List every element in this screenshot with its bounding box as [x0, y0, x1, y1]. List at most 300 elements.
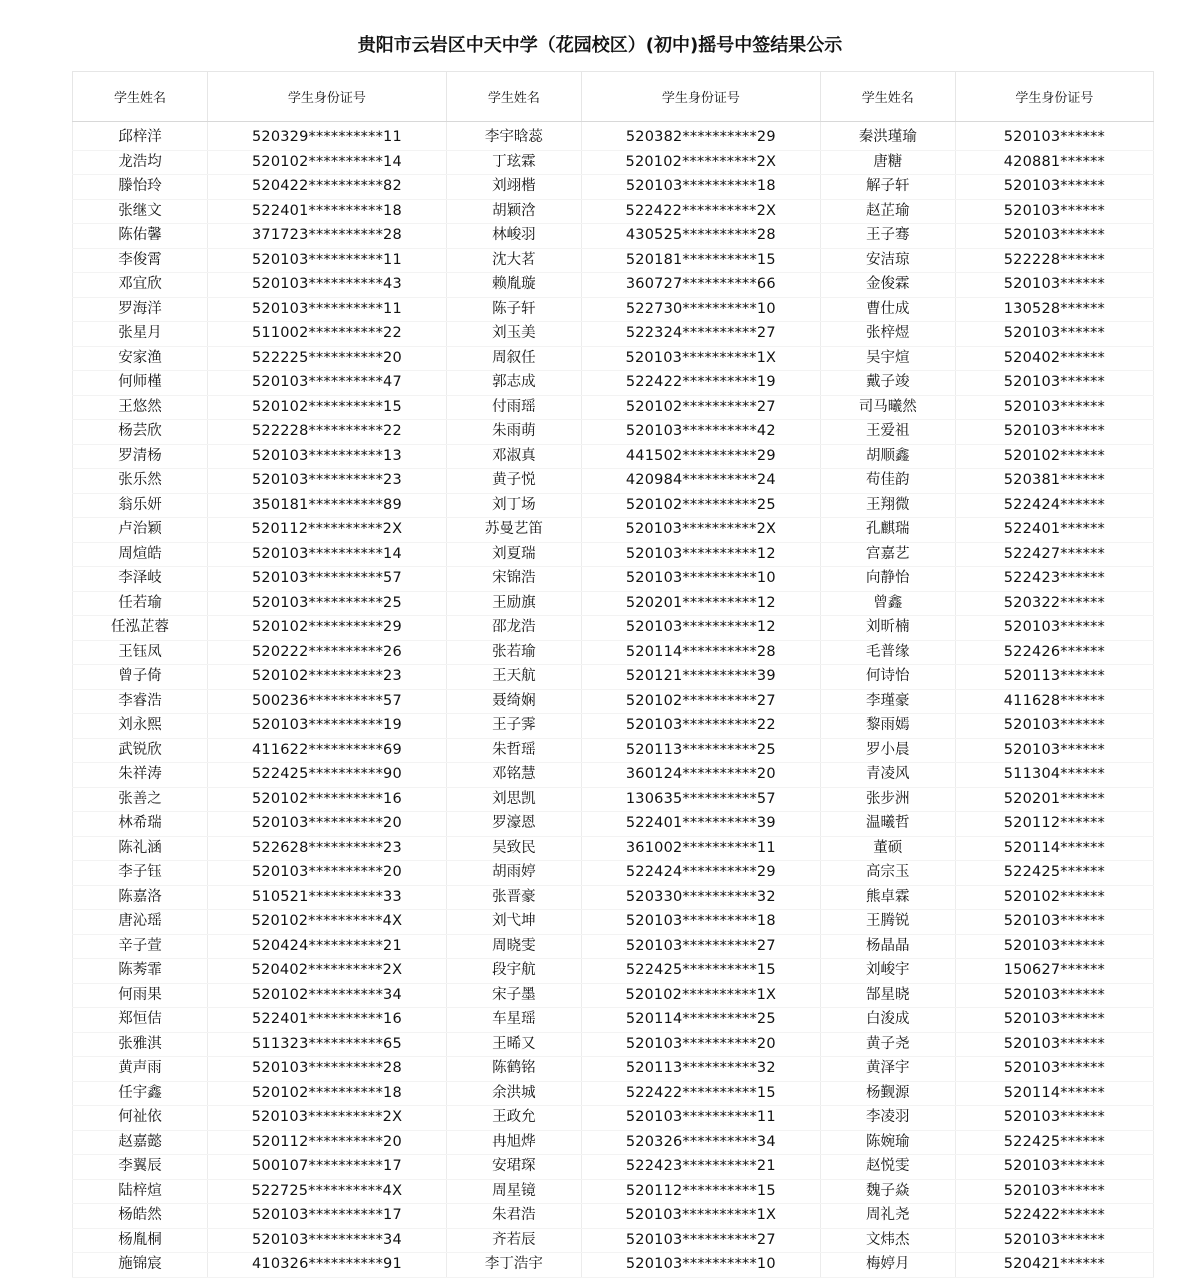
student-id-cell: 130528****** [955, 297, 1153, 322]
student-name-cell: 梅婷月 [820, 1253, 955, 1278]
student-id-cell: 520103**********27 [581, 934, 820, 959]
student-id-cell: 520424**********21 [207, 934, 446, 959]
student-id-cell: 520102**********4X [207, 910, 446, 935]
table-row [73, 836, 1154, 861]
table-row [73, 591, 1154, 616]
student-id-cell: 520103**********1X [581, 1204, 820, 1229]
table-row [73, 861, 1154, 886]
student-id-cell: 520113**********32 [581, 1057, 820, 1082]
student-name-cell: 郜星晓 [820, 983, 955, 1008]
student-id-cell: 520102**********25 [581, 493, 820, 518]
table-row [73, 640, 1154, 665]
student-name-cell: 张雅淇 [73, 1032, 208, 1057]
student-name-cell: 白浚成 [820, 1008, 955, 1033]
student-name-cell: 刘玉美 [446, 322, 581, 347]
student-id-cell: 130635**********57 [581, 787, 820, 812]
student-id-cell: 510521**********33 [207, 885, 446, 910]
student-name-cell: 王晞又 [446, 1032, 581, 1057]
student-id-cell: 520222**********26 [207, 640, 446, 665]
student-id-cell: 520112**********20 [207, 1130, 446, 1155]
student-id-cell: 520103**********22 [581, 714, 820, 739]
student-name-cell: 卢治颖 [73, 518, 208, 543]
student-id-cell: 520103**********12 [581, 542, 820, 567]
student-name-cell: 王腾锐 [820, 910, 955, 935]
table-row [73, 787, 1154, 812]
table-row [73, 763, 1154, 788]
student-name-cell: 张乐然 [73, 469, 208, 494]
student-id-cell: 520329**********11 [207, 126, 446, 150]
student-name-cell: 李宇晗蕊 [446, 126, 581, 150]
student-name-cell: 任泓芷蓉 [73, 616, 208, 641]
student-name-cell: 熊卓霖 [820, 885, 955, 910]
student-name-cell: 陈子轩 [446, 297, 581, 322]
student-id-cell: 522425**********90 [207, 763, 446, 788]
student-name-cell: 青凌风 [820, 763, 955, 788]
student-id-cell: 520103**********2X [207, 1106, 446, 1131]
student-name-cell: 司马曦然 [820, 395, 955, 420]
table-row [73, 1155, 1154, 1180]
student-name-cell: 秦洪瑾瑜 [820, 126, 955, 150]
student-name-cell: 刘峻宇 [820, 959, 955, 984]
student-name-cell: 黄泽宇 [820, 1057, 955, 1082]
student-name-cell: 杨晶晶 [820, 934, 955, 959]
student-name-cell: 周礼尧 [820, 1204, 955, 1229]
student-id-cell: 520201****** [955, 787, 1153, 812]
student-name-cell: 王天航 [446, 665, 581, 690]
table-row [73, 444, 1154, 469]
table-row [73, 567, 1154, 592]
student-name-cell: 唐糖 [820, 150, 955, 175]
student-name-cell: 李俊霄 [73, 248, 208, 273]
student-id-cell: 520103**********11 [207, 248, 446, 273]
table-row [73, 224, 1154, 249]
student-id-cell: 520382**********29 [581, 126, 820, 150]
student-id-cell: 520402**********2X [207, 959, 446, 984]
table-row [73, 1179, 1154, 1204]
student-id-cell: 520103****** [955, 934, 1153, 959]
table-row [73, 542, 1154, 567]
student-name-cell: 陈嘉洛 [73, 885, 208, 910]
student-name-cell: 何师槿 [73, 371, 208, 396]
student-id-cell: 520103**********1X [581, 346, 820, 371]
student-id-cell: 361002**********11 [581, 836, 820, 861]
table-row [73, 199, 1154, 224]
student-id-cell: 522424****** [955, 493, 1153, 518]
student-id-cell: 520322****** [955, 591, 1153, 616]
student-name-cell: 王励旗 [446, 591, 581, 616]
student-id-cell: 520102**********14 [207, 150, 446, 175]
student-id-cell: 520114****** [955, 836, 1153, 861]
student-name-cell: 何祉依 [73, 1106, 208, 1131]
student-id-cell: 520103****** [955, 273, 1153, 298]
student-name-cell: 朱哲瑶 [446, 738, 581, 763]
student-id-cell: 511002**********22 [207, 322, 446, 347]
student-name-cell: 曹仕成 [820, 297, 955, 322]
table-row [73, 812, 1154, 837]
student-name-cell: 安珺琛 [446, 1155, 581, 1180]
student-name-cell: 武锐欣 [73, 738, 208, 763]
student-id-cell: 520121**********39 [581, 665, 820, 690]
student-id-cell: 520103**********27 [581, 1228, 820, 1253]
student-id-cell: 520402****** [955, 346, 1153, 371]
student-name-cell: 齐若辰 [446, 1228, 581, 1253]
student-id-cell: 520201**********12 [581, 591, 820, 616]
student-id-cell: 420881****** [955, 150, 1153, 175]
student-id-cell: 500107**********17 [207, 1155, 446, 1180]
page-title: 贵阳市云岩区中天中学（花园校区）(初中)摇号中签结果公示 [357, 35, 843, 56]
student-id-cell: 520103**********12 [581, 616, 820, 641]
student-id-cell: 522422****** [955, 1204, 1153, 1229]
student-id-cell: 411622**********69 [207, 738, 446, 763]
student-id-cell: 520102**********29 [207, 616, 446, 641]
student-id-cell: 520103****** [955, 983, 1153, 1008]
student-id-cell: 520103**********20 [581, 1032, 820, 1057]
student-name-cell: 赵芷瑜 [820, 199, 955, 224]
student-id-cell: 520381****** [955, 469, 1153, 494]
student-name-cell: 孔麒瑞 [820, 518, 955, 543]
student-name-cell: 王钰凤 [73, 640, 208, 665]
student-id-cell: 520114****** [955, 1081, 1153, 1106]
student-name-cell: 邓铭慧 [446, 763, 581, 788]
student-name-cell: 邓淑真 [446, 444, 581, 469]
table-row [73, 346, 1154, 371]
table-row [73, 885, 1154, 910]
student-name-cell: 刘思凯 [446, 787, 581, 812]
student-name-cell: 罗清杨 [73, 444, 208, 469]
table-row [73, 1253, 1154, 1278]
student-id-cell: 522228**********22 [207, 420, 446, 445]
student-id-cell: 520103****** [955, 1228, 1153, 1253]
student-name-cell: 余洪城 [446, 1081, 581, 1106]
student-id-cell: 410326**********91 [207, 1253, 446, 1278]
table-row [73, 175, 1154, 200]
student-id-cell: 520103**********47 [207, 371, 446, 396]
table-row [73, 518, 1154, 543]
student-id-cell: 520102**********23 [207, 665, 446, 690]
student-name-cell: 任宇鑫 [73, 1081, 208, 1106]
student-name-cell: 张善之 [73, 787, 208, 812]
table-row [73, 420, 1154, 445]
student-name-cell: 向静怡 [820, 567, 955, 592]
student-name-cell: 龙浩均 [73, 150, 208, 175]
student-id-cell: 520112**********2X [207, 518, 446, 543]
student-name-cell: 辛子萱 [73, 934, 208, 959]
student-id-cell: 520103****** [955, 175, 1153, 200]
student-id-cell: 520103****** [955, 126, 1153, 150]
student-id-cell: 522427****** [955, 542, 1153, 567]
table-row [73, 1228, 1154, 1253]
student-name-cell: 胡顺鑫 [820, 444, 955, 469]
student-name-cell: 赵嘉懿 [73, 1130, 208, 1155]
student-id-cell: 520113**********25 [581, 738, 820, 763]
student-name-cell: 杨芸欣 [73, 420, 208, 445]
student-name-cell: 苏曼艺笛 [446, 518, 581, 543]
table-row [73, 983, 1154, 1008]
student-name-cell: 黄子尧 [820, 1032, 955, 1057]
student-name-cell: 宫嘉艺 [820, 542, 955, 567]
student-id-cell: 520103**********18 [581, 175, 820, 200]
student-name-cell: 陈婉瑜 [820, 1130, 955, 1155]
header-student-id-1: 学生身份证号 [207, 72, 446, 122]
student-id-cell: 520102**********27 [581, 689, 820, 714]
student-name-cell: 刘永熙 [73, 714, 208, 739]
student-name-cell: 林希瑞 [73, 812, 208, 837]
student-id-cell: 520102**********16 [207, 787, 446, 812]
student-id-cell: 520103**********34 [207, 1228, 446, 1253]
student-name-cell: 杨皓然 [73, 1204, 208, 1229]
student-name-cell: 吴宇煊 [820, 346, 955, 371]
student-name-cell: 刘夏瑞 [446, 542, 581, 567]
student-id-cell: 420984**********24 [581, 469, 820, 494]
student-id-cell: 520103**********57 [207, 567, 446, 592]
table-row [73, 273, 1154, 298]
student-name-cell: 沈大茗 [446, 248, 581, 273]
student-name-cell: 李瑾豪 [820, 689, 955, 714]
student-name-cell: 杨胤桐 [73, 1228, 208, 1253]
student-name-cell: 何诗怡 [820, 665, 955, 690]
student-id-cell: 520181**********15 [581, 248, 820, 273]
student-name-cell: 曾鑫 [820, 591, 955, 616]
student-name-cell: 刘昕楠 [820, 616, 955, 641]
table-row [73, 959, 1154, 984]
student-name-cell: 刘弋坤 [446, 910, 581, 935]
student-name-cell: 宋子墨 [446, 983, 581, 1008]
student-id-cell: 520326**********34 [581, 1130, 820, 1155]
student-id-cell: 350181**********89 [207, 493, 446, 518]
student-name-cell: 董硕 [820, 836, 955, 861]
student-id-cell: 520103**********23 [207, 469, 446, 494]
student-id-cell: 522228****** [955, 248, 1153, 273]
table-row [73, 689, 1154, 714]
student-id-cell: 522401****** [955, 518, 1153, 543]
student-id-cell: 520102**********2X [581, 150, 820, 175]
student-id-cell: 522426****** [955, 640, 1153, 665]
student-name-cell: 郭志成 [446, 371, 581, 396]
student-name-cell: 文炜杰 [820, 1228, 955, 1253]
student-name-cell: 段宇航 [446, 959, 581, 984]
table-row [73, 665, 1154, 690]
student-id-cell: 520103**********19 [207, 714, 446, 739]
student-id-cell: 520103**********17 [207, 1204, 446, 1229]
table-row [73, 1204, 1154, 1229]
student-id-cell: 522423**********21 [581, 1155, 820, 1180]
table-row [73, 714, 1154, 739]
student-name-cell: 刘翊楷 [446, 175, 581, 200]
student-id-cell: 520102**********27 [581, 395, 820, 420]
table-row [73, 1032, 1154, 1057]
student-id-cell: 520103****** [955, 1179, 1153, 1204]
student-name-cell: 李泽岐 [73, 567, 208, 592]
table-row [73, 1130, 1154, 1155]
student-id-cell: 511323**********65 [207, 1032, 446, 1057]
table-row [73, 297, 1154, 322]
student-id-cell: 520103****** [955, 371, 1153, 396]
student-name-cell: 王政允 [446, 1106, 581, 1131]
student-name-cell: 黄声雨 [73, 1057, 208, 1082]
student-id-cell: 520103****** [955, 395, 1153, 420]
student-id-cell: 371723**********28 [207, 224, 446, 249]
student-name-cell: 胡雨婷 [446, 861, 581, 886]
student-id-cell: 520103**********20 [207, 861, 446, 886]
student-name-cell: 周星镜 [446, 1179, 581, 1204]
student-name-cell: 聂绮娴 [446, 689, 581, 714]
student-id-cell: 520113****** [955, 665, 1153, 690]
student-name-cell: 翁乐妍 [73, 493, 208, 518]
student-name-cell: 唐沁瑶 [73, 910, 208, 935]
table-row [73, 934, 1154, 959]
student-id-cell: 522401**********18 [207, 199, 446, 224]
student-id-cell: 520103****** [955, 199, 1153, 224]
student-id-cell: 520112****** [955, 812, 1153, 837]
student-name-cell: 张星月 [73, 322, 208, 347]
table-row [73, 150, 1154, 175]
student-name-cell: 赵悦雯 [820, 1155, 955, 1180]
student-id-cell: 522324**********27 [581, 322, 820, 347]
student-id-cell: 360727**********66 [581, 273, 820, 298]
student-name-cell: 朱雨萌 [446, 420, 581, 445]
table-row [73, 1106, 1154, 1131]
student-id-cell: 520103****** [955, 1057, 1153, 1082]
student-id-cell: 520103****** [955, 1155, 1153, 1180]
student-name-cell: 任若瑜 [73, 591, 208, 616]
table-row [73, 910, 1154, 935]
student-id-cell: 441502**********29 [581, 444, 820, 469]
student-id-cell: 520103**********2X [581, 518, 820, 543]
student-id-cell: 520330**********32 [581, 885, 820, 910]
student-id-cell: 500236**********57 [207, 689, 446, 714]
student-id-cell: 520102**********34 [207, 983, 446, 1008]
student-id-cell: 522422**********19 [581, 371, 820, 396]
student-id-cell: 522730**********10 [581, 297, 820, 322]
student-id-cell: 522401**********39 [581, 812, 820, 837]
student-name-cell: 苟佳韵 [820, 469, 955, 494]
student-id-cell: 522628**********23 [207, 836, 446, 861]
student-id-cell: 520103**********11 [207, 297, 446, 322]
student-id-cell: 522225**********20 [207, 346, 446, 371]
student-id-cell: 520114**********28 [581, 640, 820, 665]
student-id-cell: 520103**********10 [581, 1253, 820, 1278]
student-name-cell: 张继文 [73, 199, 208, 224]
student-name-cell: 黄子悦 [446, 469, 581, 494]
student-name-cell: 魏子焱 [820, 1179, 955, 1204]
student-name-cell: 杨觐源 [820, 1081, 955, 1106]
table-row [73, 469, 1154, 494]
student-name-cell: 高宗玉 [820, 861, 955, 886]
table-body [73, 122, 1154, 1278]
student-id-cell: 520103****** [955, 910, 1153, 935]
student-id-cell: 150627****** [955, 959, 1153, 984]
student-id-cell: 520421****** [955, 1253, 1153, 1278]
student-name-cell: 王翔微 [820, 493, 955, 518]
student-name-cell: 陈鹤铭 [446, 1057, 581, 1082]
student-name-cell: 周叙任 [446, 346, 581, 371]
student-name-cell: 王爱祖 [820, 420, 955, 445]
student-name-cell: 陈佑馨 [73, 224, 208, 249]
table-row [73, 371, 1154, 396]
student-id-cell: 520103**********11 [581, 1106, 820, 1131]
student-id-cell: 520103**********28 [207, 1057, 446, 1082]
student-id-cell: 520103****** [955, 1008, 1153, 1033]
student-name-cell: 滕怡玲 [73, 175, 208, 200]
student-id-cell: 360124**********20 [581, 763, 820, 788]
student-id-cell: 520103**********18 [581, 910, 820, 935]
student-name-cell: 邓宜欣 [73, 273, 208, 298]
student-id-cell: 522423****** [955, 567, 1153, 592]
student-name-cell: 安洁琼 [820, 248, 955, 273]
student-id-cell: 522424**********29 [581, 861, 820, 886]
header-student-id-2: 学生身份证号 [581, 72, 820, 122]
student-name-cell: 张若瑜 [446, 640, 581, 665]
student-id-cell: 520102**********15 [207, 395, 446, 420]
table-row [73, 493, 1154, 518]
student-name-cell: 王子骞 [820, 224, 955, 249]
student-name-cell: 罗小晨 [820, 738, 955, 763]
student-id-cell: 522422**********2X [581, 199, 820, 224]
student-id-cell: 520102**********1X [581, 983, 820, 1008]
table-row [73, 126, 1154, 150]
student-name-cell: 罗濠恩 [446, 812, 581, 837]
student-name-cell: 陈莠霏 [73, 959, 208, 984]
student-id-cell: 511304****** [955, 763, 1153, 788]
student-id-cell: 520103**********13 [207, 444, 446, 469]
student-name-cell: 周晓雯 [446, 934, 581, 959]
header-student-id-3: 学生身份证号 [955, 72, 1153, 122]
student-name-cell: 车星瑶 [446, 1008, 581, 1033]
student-name-cell: 解子轩 [820, 175, 955, 200]
student-id-cell: 520103****** [955, 738, 1153, 763]
student-id-cell: 520103****** [955, 714, 1153, 739]
student-name-cell: 王子霁 [446, 714, 581, 739]
student-name-cell: 张梓煜 [820, 322, 955, 347]
student-name-cell: 周煊皓 [73, 542, 208, 567]
student-name-cell: 宋锦浩 [446, 567, 581, 592]
student-id-cell: 520103**********25 [207, 591, 446, 616]
student-name-cell: 李子钰 [73, 861, 208, 886]
student-id-cell: 520112**********15 [581, 1179, 820, 1204]
table-row [73, 322, 1154, 347]
student-name-cell: 朱祥涛 [73, 763, 208, 788]
student-id-cell: 520103**********20 [207, 812, 446, 837]
student-name-cell: 刘丁场 [446, 493, 581, 518]
results-table [72, 71, 1154, 1278]
student-name-cell: 冉旭烨 [446, 1130, 581, 1155]
student-name-cell: 陈礼涵 [73, 836, 208, 861]
table-row [73, 1008, 1154, 1033]
student-id-cell: 520103**********14 [207, 542, 446, 567]
student-id-cell: 411628****** [955, 689, 1153, 714]
table-row [73, 248, 1154, 273]
student-id-cell: 520102****** [955, 444, 1153, 469]
table-row [73, 616, 1154, 641]
student-name-cell: 赖胤璇 [446, 273, 581, 298]
student-id-cell: 520422**********82 [207, 175, 446, 200]
student-name-cell: 温曦哲 [820, 812, 955, 837]
results-table-container [72, 71, 1106, 1283]
table-row [73, 738, 1154, 763]
student-name-cell: 林峻羽 [446, 224, 581, 249]
student-name-cell: 何雨果 [73, 983, 208, 1008]
student-id-cell: 522422**********15 [581, 1081, 820, 1106]
student-id-cell: 520103****** [955, 616, 1153, 641]
student-id-cell: 520103****** [955, 1032, 1153, 1057]
student-name-cell: 王悠然 [73, 395, 208, 420]
student-name-cell: 黎雨嫣 [820, 714, 955, 739]
student-name-cell: 邱梓洋 [73, 126, 208, 150]
student-id-cell: 522425****** [955, 1130, 1153, 1155]
header-student-name-2: 学生姓名 [446, 72, 581, 122]
header-student-name-1: 学生姓名 [73, 72, 208, 122]
student-name-cell: 曾子倚 [73, 665, 208, 690]
